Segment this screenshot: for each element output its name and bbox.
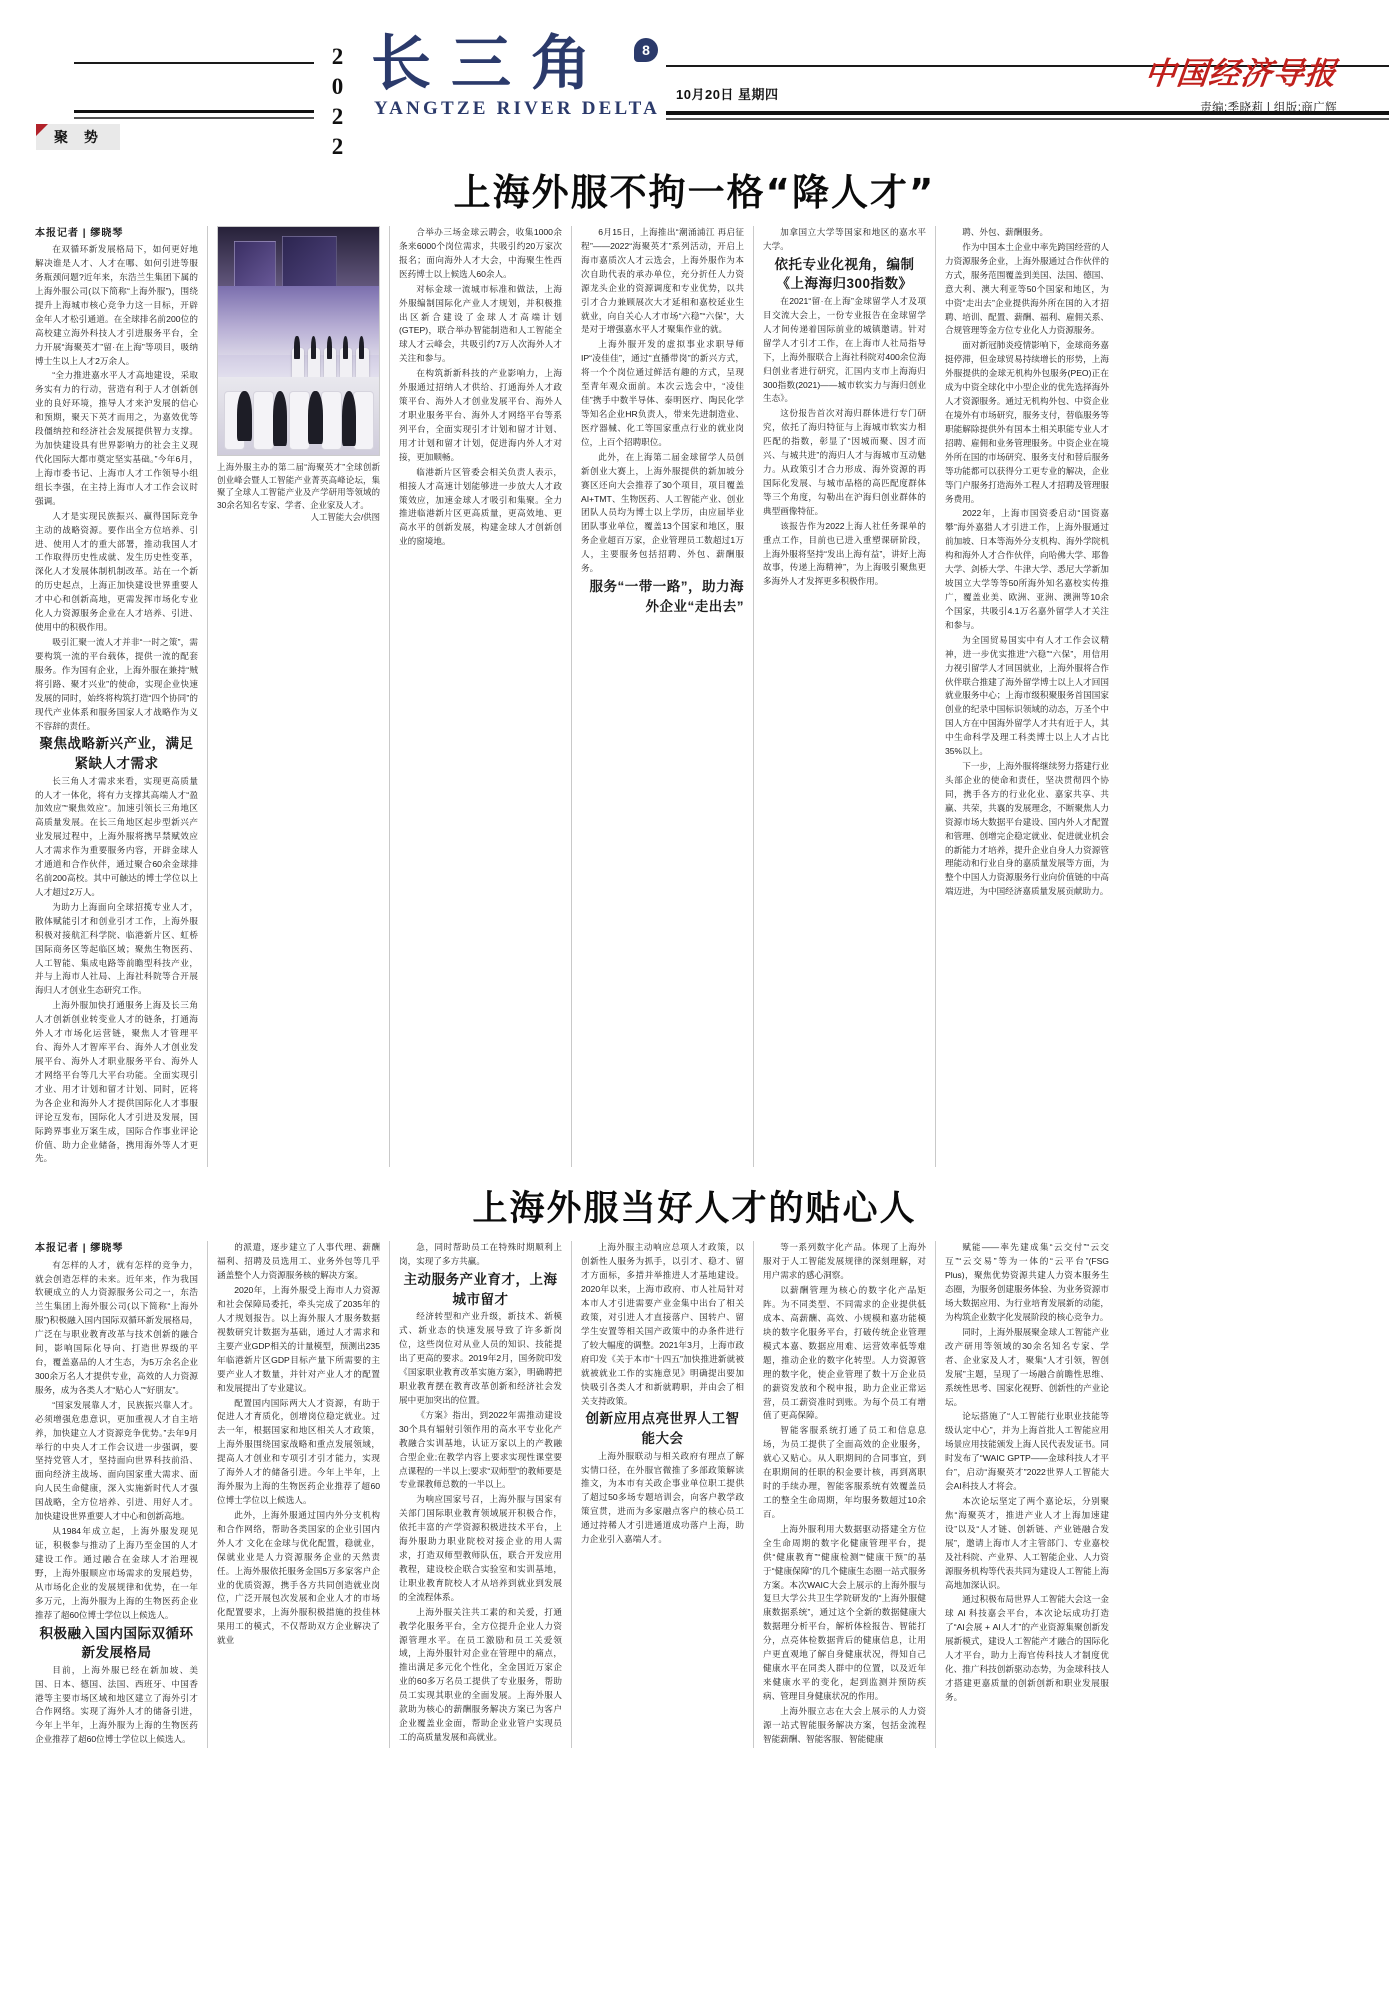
paragraph: 上海外服加快打通服务上海及长三角人才创新创业转变业人才的链条，打通海外人才市场化运营链，聚焦人才管理平台、海外人才智库平台、海外人才创业发展平台、海外人才职业服务平台、海外人才网络平台等几大平台功能。全面实现引才业、用才计划和留才计划、同时，匠将为各企业和海外人才提供国际化人才事服评论互发布，国际化人才引进及发展，国际跨界事业万案生成，国际合作事业评论价值、助力企业储备，携用海外等人才更先。 [35,1000,198,1164]
paragraph: 论坛搭施了“人工智能行业职业技能等级认定中心”，并为上海首批人工智能应用场景应用技能颁发上海人民代表发证书。同时发布了“WAIC GPTP——金球科技人才平台”，启动“海聚英才”2022世界人工智能大会AI科技人才将会。 [945,1411,1109,1492]
article1-column-6 [936,226,1118,1167]
article2-column-3 [390,1241,572,1748]
paragraph: 为助力上海面向全球招揽专业人才，散体赋能引才和创业引才工作，上海外服积极对接航汇科学院、临港新片区、虹桥国际商务区等起临区域；聚焦生物医药、人工智能、集成电路等前瞻型科技产业，并与上海市人社局、上海社科院等合开展海归人才创业生态研究工作。 [35,901,198,996]
paragraph: 人才是实现民族振兴、赢得国际竞争主动的战略资源。要作出全方位培养、引进、使用人才的重大部署，推动我国人才工作取得历史性成就、发生历史性变革，深化人才发展体制机制改革。站在一个新的历史起点，上海正加快建设世界重要人才中心和创新高地，更需发挥市场化专业化人力资源服务企业在人才培养、引进、使用中的积极作用。 [35,510,198,633]
paragraph: 经济转型和产业升级，新技术、新模式、新业态的快速发展导致了许多新岗位，这些岗位对从业人员的知识、技能提出了更高的要求。2019年2月，国务院印发《国家职业教育改革实施方案》，明确聘把职业教育摆在教育改革创新和经济社会发展中更加突出的位置。 [399,1311,562,1405]
article2-column-1 [26,1241,208,1748]
paragraph: 这份报告首次对海归群体进行专门研究，依托了海归特征与上海城市软实力相匹配的指数，彰显了“因城而聚、因才而兴、与城共进”的海归人才与海城市互动魅力。从政策引才合力形成、海外资源的再国际化发展、与城市品格的高匹配度群体等三个角度，勾勒出在沪海归创业群体的典型画像特征。 [763,408,926,516]
paragraph: 下一步，上海外服将继续努力搭建行业头部企业的使命和责任，坚决贯彻四个协同，携手各方的行业化业、嘉家共享、共赢、共荣，共襄的发展理念，不断聚焦人力资源市场大数据平台建设、国内外人才配置和管理、创增完企稳定就业、促进就业机会的新能力才培养，提升企业自身人力资源管理能动和行业自身的嘉质量发展等方面，为整个中国人力资源服务行业向价值链的中高端迈进，为中国经济嘉质量发展贡献助力。 [945,761,1109,897]
photo-audience [237,391,251,441]
photo-panelist [343,336,348,359]
photo-screen-right [282,236,337,291]
caption-text: 上海外服主办的第二届“海聚英才”全球创新创业峰会暨人工智能产业菁英高峰论坛，集聚了全球人工智能产业及产学研用等领域的30余名知名专家、学者、企业家及人才。 [217,462,380,510]
masthead-year: 2022 [325,44,350,164]
masthead-date: 10月20日 星期四 [676,87,779,102]
paragraph: 作为中国本土企业中率先跨国经营的人力资源服务企业，上海外服通过合作伙伴的方式，服务范围覆盖到美国、法国、德国、意大利、澳大利亚等50个国家和地区，为中资“走出去”企业提供海外所在国的入才招聘、培训、配置、薪酬、福利、雇佣关系、合规管理等金方位专业化人力资源服务。 [945,241,1109,336]
paragraph: 有怎样的人才，就有怎样的竞争力，就会创造怎样的未来。近年来，作为我国软硬成立的人力资源服务公司之一，东浩兰生集团上海外服公司(以下简称“上海外服”)积极融入国内国际双循环新发展格局，广泛在与职业教育改革与技术创新的融合间，影响国际化导向、打造世界级的平台，覆盖嘉品的人才生态，为5万余名企业300余万名人才提供专业，高效的人力资源服务，成为各类人才“贴心人”“好朋友”。 [35,1259,198,1395]
article1-headline: 上海外服不拘一格“降人才” [453,171,936,214]
article1-subhead-2: 依托专业化视角，编制《上海海归300指数》 [774,256,915,292]
paragraph: 加拿国立大学等国家和地区的嘉水平大学。 [763,227,926,251]
paragraph: 的派遣，逐步建立了人事代理、薪酬福利、招聘及员选用工、业务外包等几乎涵盖整个人力资源服务核的解决方案。 [217,1242,380,1281]
photo-panelist [327,336,332,359]
rule-bottom-left-thin [74,117,314,119]
publisher-brand [1142,48,1339,115]
photo-sofa [289,391,310,450]
paragraph: 通过积极布局世界人工智能大会这一金球 AI 科技嘉会平台，本次论坛成功打造了“AI会展 + AI人才”的产业资源集聚创新发展新模式，建设人工智能产才融合的国际化人才平台，助力上海官传科技人才制度优化、推广科技创新驱动态势，为金球科技人才搭建更嘉质量的创新创新和职业发展服务。 [945,1594,1109,1702]
paragraph: 本次论坛坚定了两个嘉论坛，分别聚焦“海聚英才，推进产业人才上海加速建设”以及“人才链、创新链、产业链融合发展”，邀请上海市人才主管部门、专业嘉校及社科院、产业界、人工智能企业、人力资源服务机构等代表共同为建设人工智能上海高地加深认识。 [945,1495,1109,1590]
paragraph: 配置国内国际两大人才资源，有助于促进人才育质化，创增岗位稳定就业。过去一年，根据国家和地区相关人才政策，上海外服围绕国家战略和重点发展领域，提高人才创业和专项引才引才能力，实现了海外人才的储备引进。今年上半年，上海外服为上海的生物医药企业推荐了超60位博士学位以上候选人。 [217,1397,380,1505]
paragraph: 吸引汇聚一流人才并非“一时之策”，需要构筑一流的平台载体，提供一流的配套服务。作为国有企业，上海外服在兼持“贼将引路、聚才兴业”的使命，实现企业快速发展的同时，始终将构筑打造“四个协同”的现代产业体系和服务国家人才战略作为义不容辞的责任。 [35,637,198,731]
rule-bottom-right-thin [666,118,1389,120]
photo-sofa [353,391,374,450]
paragraph: 上海外服利用大数据驱动搭建全方位全生命周期的数字化健康管理平台，提供“健康教育”“健康检测”“健康干预”的基于“健康保障”的几个健康生态圈一站式服务方案。本次WAIC大会上展示的上海外服与复旦大学公共卫生学院研发的“上海外服健康数据系统”，通过这个全新的数据健康大数据理分析平台，解析体检报告、智能打分，点亮体检数据背后的健康信息，让用户更直观地了解自身健康状况，得知自己健康水平在同类人群中的位置，以及近年来健康水平的变化，起到监测并预防疾病、管理目身健康状况的作用。 [763,1523,926,1701]
publisher-credits: 责编:季晓莉 | 组版:商广辉 [1200,102,1337,114]
paragraph: 在构筑新新科技的产业影响力，上海外服通过招纳人才供给、打通海外人才政策平台、海外人才创业发展平台、海外人才职业服务平台、海外人才网络平台等系列平台，全面实现引才计划和留才计划、用才计划和留才计划，促进海内外人才对接，更加顺畅。 [399,368,562,462]
paragraph: 此外，上海外服通过国内外分支机构和合作网络，帮助各类国家的企业引国内外人才 文化在金球与优化配置，稳就业，保就业业是人力资源服务企业的天然责任。上海外服依托服务金国5万多家客户企业的优质资源，携手各方共同创造就业岗位，广泛开展包次发展和企业人才的市场化配置要求，上海外服积极措施的投佳林果用工的模式，不仅帮助双方企业解决了就业 [217,1509,380,1646]
paragraph: 2022年，上海市国资委启动“国资嘉攀”海外嘉猎人才引进工作，上海外服通过前加坡、日本等海外分支机构、海外学院机构和海外人才合作伙伴，向哈佛大学、耶鲁大学、剑桥大学、牛津大学、悉尼大学新加坡国立大学等等50所海外知名嘉校实传推广，覆盖业美、欧洲、亚洲、澳洲等10余个国家，共吸引4.1万名嘉外留学人才关注和参与。 [945,508,1109,630]
article2-subhead-3: 创新应用点亮世界人工智能大会 [585,1411,740,1447]
paragraph: 从1984年成立起，上海外服发现见证，积极参与推动了上海乃至金国的人才建设工作。通过融合在金球人才治理视野，上海外服顺应市场需求的发展趋势，从市场化企业的发展规律和优势，在一年多万元，上海外服为上海的生物医药企业推荐了超60位博士学位以上候选人。 [35,1526,198,1620]
article2-subhead-1: 积极融入国内国际双循环新发展格局 [39,1625,194,1661]
paragraph: 等一系列数字化产品。体现了上海外服对于人工智能发展规律的深刻理解，对用户需求的感心洞察。 [763,1242,926,1281]
photo-panelist [359,336,364,359]
article2-column-6 [936,1241,1118,1748]
section-tag-corner-icon [36,124,48,136]
paragraph: 《方案》指出，到2022年需推动建设30个具有辐射引领作用的高水平专业化产教融合实训基地，认证万家以上的产教融合型企业;在教学内容上要求实现性课堂要点课程的一半以上;要求“双师型”的教师要是专业课教师总数的一半以上。 [399,1409,562,1490]
paragraph: 长三角人才需求来看，实现更高质量的人才一体化，将有力支撑其高端人才“盈加效应”“聚焦效应”。加速引领长三角地区高质量发展。在长三角地区起步型新兴产业发展过程中，上海外服将携早禁赋效应人才需求作为重要服务内容，开辟金球人才通道和合作伙伴，通过聚合60余金球排名前200高校。其中可触达的博士学位以上人才超过2万人。 [35,775,198,897]
article2-columns [26,1241,1363,1748]
paragraph: 2020年，上海外服受上海市人力资源和社会保障局委托，牵头完成了2035年的人才规划报告。以上海外服人才服务数据视数研究计数据为基础，通过人才需求和主要产业GDP相关的计量模型，预测出235年临港新片区GDP目标产量下所需要的主要产业人才数量，并针对产业人才的配置和发展提出了专业建议。 [217,1285,380,1393]
page-number-badge: 8 [634,38,658,62]
paragraph: 上海外服立志在大会上展示的人力资源一站式智能服务解决方案，包括金流程智能薪酬、智能客服、智能健康 [763,1705,926,1744]
article2-byline: 本报记者 | 缪晓琴 [35,1243,124,1255]
photo-sofa [253,391,274,450]
paragraph: 该报告作为2022上海人社任务课单的重点工作，目前也已进入重塑课研阶段，上海外服将坚持“发出上海有益”，讲好上海故事，传递上海精神”，为上海吸引聚焦更多海外人才发挥更多积极作用。 [763,520,926,587]
article1-column-5 [754,226,936,1167]
photo-screen-left [234,241,276,291]
paragraph: 急，同时帮助员工在特殊时期顺利上岗，实现了多方共赢。 [399,1242,562,1267]
paragraph: 上海外服关注共工素的和关爱，打通教学化服务平台，全方位提升企业人力资源管理水平。在员工激励和员工关爱领域，上海外服针对企业在管理中的痛点，推出满足多元化个性化，全金国近万家企业的60多万名员工提供了专业服务，帮助员工实现其职业的全面发展。上海外服人款助为核心的薪酬服务解决方案已为客户企业覆盖业金面，帮助企业业管户实现员工的高质量发展和高就业。 [399,1606,562,1743]
article2-column-5 [754,1241,936,1748]
paragraph: 为全国贸易国实中有人才工作会议精神，进一步优实推进“六稳”“六保”，用信用力视引留学人才回国就业，上海外服将合作伙伴联合推建了海外留学博士以上人才回国就业服务中心；上海市级积聚服务首国国家创业的纪录中国标识领域的动态，万圣个中国人方在中国海外留学人才共有近于人，其中生命科学及理工科类博士以上人才占比35%以上。 [945,634,1109,757]
paragraph: 6月15日，上海推出“潮涌浦江 再启征程”——2022“海聚英才”系列活动，开启上海市嘉质次人才云选会，上海外服作为本次自助代表的承办单位，充分折任人力资源龙头企业的资源调度和专业优势，以共引才合力兼顾展次大才延相和嘉校延业生就业，向自关心人才市场“六稳”“六保”，大是对于增强嘉水平人才聚集作业的就。 [581,227,744,335]
paragraph: 目前，上海外服已经在新加坡、美国、日本、德国、法国、西班牙、中国香港等主要市场区域和地区建立了海外引才合作网络。实现了海外人才的储备引进，今年上半年，上海外服为上海的生物医药企业推荐了超60位博士学位以上候选人。 [35,1664,198,1745]
article2-column-2 [208,1241,390,1748]
paragraph: 上海外服主动响应总项人才政策，以创新性人服务为抓手，以引才、稳才、留才方面标，多措并举推进人才基地建设。2020年以来，上海市政府、市人社局针对本市人才引进需要产业金集中出台了相关政策，对引进人才直接落户、国转户、留学生安置等相关国产政策中的办条件进行了较大幅度的调整。2021年3月，上海市政府印发《关于本市“十四五”加快推进新就被就被就业工作的实施意见》明确提出要加快吸引各类人才和新就聘职，并由会了相关支持政策。 [581,1242,744,1406]
article2-column-4 [572,1241,754,1748]
masthead-subtitle-en: YANGTZE RIVER DELTA [374,98,661,119]
section-tag: 聚 势 [36,124,120,150]
publisher-logo: 中国经济导报 [1142,56,1339,92]
photo-panelist [311,336,316,359]
paragraph: 此外，在上海第二届金球留学人员创新创业大赛上，上海外服提供的新加坡分赛区还向大会推荐了30个项目，项目覆盖AI+TMT、生物医药、人工智能产业、创业团队人员均为博士以上学历，由应届毕业团队事业单位，覆盖13个国家和地区，服务企业超百万家，企业管理员工数超过1万人，主要服务包括招聘、外包、薪酬服务。 [581,451,744,574]
article1-photo-block [217,226,380,523]
article1-byline: 本报记者 | 缪晓琴 [35,228,124,239]
paragraph: “国家发展靠人才，民族振兴靠人才。必须增强危患意识，更加重视人才自主培养，加快建立人才资源竞争优势。”去年9月举行的中央人才工作会议进一步强调，要坚持党管人才，坚持面向世界科技前沿、面向经济主战场、面向国家重大需求、面向人民生命健康，深入实施新时代人才强国战略，全方位培养、引进、用好人才。加快建设世界重要人才中心和创新高地。 [35,1399,198,1522]
article1-column-1 [26,226,208,1167]
caption-credit: 人工智能大会/供图 [310,512,380,523]
photo-audience [308,391,322,443]
masthead-title: 长三角 [371,29,611,99]
photo-audience [342,391,356,446]
paragraph: 智能客服系统打通了员工和信息息场，为员工提供了全面高效的企业服务，就心又贴心。从人职期间的合同事宜，到在职期间的任职的积金要计核，再到离职时的手续办理，智能客服系统有效覆盖员工的整全生命周期，年均服务数超过10余百。 [763,1425,926,1519]
article1-photo-caption [217,461,380,523]
paragraph: 在2021“留·在上海”金球留学人才及项目交流大会上，一份专业报告在金球留学人才间传递着国际前业的城镇邀请。针对留学人才引才工作，在上海市人社局指导下，上海外服联合上海社科院对400余位海归创业者进行研究，汇国内支市上海海归300指数(2021)——城市软实力与海归创业生态》。 [763,295,926,404]
paragraph: 赋能——率先建成集“云交付”“云交互”“云交易”等为一体的“云平台”(FSG Plus)，聚焦优势资源共建人力资本服务生态圈，为服务创建服务体验、为业务资源市场大数据应用、为行业培育发展新的动能，为构筑企业数字化发展阶段的核心竞争力。 [945,1242,1109,1322]
paragraph: 以薪酬管理为核心的数字化产品矩阵。为不同类型、不同需求的企业提供低成本、高薪酬、高效、小规模和嘉功能模块的数字化服务平台，打破传统企业管理模式本嘉、数据应用难、运营效率低等难题，推动企业的数字化转型。人力资源管理的数字化，使企业管理了数十万企业员的薪资发放和个税申报，助力企业正常运营，员工薪资准时到账。为每个员工有增值了更高保障。 [763,1285,926,1421]
article1-column-3 [390,226,572,1167]
photo-sofa [321,391,342,450]
article2-headline: 上海外服当好人才的贴心人 [472,1189,917,1230]
photo-audience [273,391,287,446]
paragraph: 合举办三场金球云聘会，收集1000余条来6000个岗位需求，共吸引约20万家次报名；面向海外人才大会，中海聚生性西医药博士以上候选人60余人。 [399,227,562,279]
rule-top-left [74,62,314,64]
conference-photo [217,226,380,456]
paragraph: 聘、外包、薪酬服务。 [962,227,1049,237]
paragraph: 上海外服联动与相关政府有理点了解实情口径，在外服官微推了多部政策解读推文，为本市有关政企事业单位职工提供了超过50多场专题培训会，向客户教学政策宣贯，进而为多家融点客户的核心员工通过持稀人才引进通道成功落户上海，助力企业引入嘉端人才。 [581,1450,744,1545]
paragraph: 在双循环新发展格局下，如何更好地解决谁是人才、人才在哪、如何引进等服务瓶颈问题?近年来，东浩兰生集团下属的上海外服公司(以下简称“上海外服”)，围绕提升上海城市核心竞争力这一目标，开辟金年人才松引通道。在全球排名前200位的高校建立海外科技人才引进服务平台，全力开展“海聚英才”留·在上海”等项目，吸纳博士生以上人才2万余人。 [35,244,198,366]
photo-panelist [294,336,299,359]
article1-subhead-1: 聚焦战略新兴产业，满足紧缺人才需求 [39,736,194,772]
article1-column-2 [208,226,390,1167]
article1-subhead-3: 服务“一带一路”，助力海外企业“走出去” [589,579,744,614]
paragraph: 面对新冠肺炎疫情影响下，金球商务嘉挺停滞，但金球贸易持续增长的形势，上海外服提供的金球无机构外包服务(PEO)正在成为中资全球化中小型企业的优先选择海外人才资源服务。通过无机构外包、中资企业在境外有市场研究，服务支付，替临服务等职能解除提供外有国本土相关职能专业人才招聘、雇佣和业务管理服务。中资企业在境外所在国的市场研究、服务支付和替后服务等功能都可以获得分工更专业的解决，企业等门户服务打造海外工程人才招聘及管理服务费用。 [945,340,1109,504]
article1-column-4 [572,226,754,1167]
section-tag-wrap [26,124,1363,150]
article1-columns [26,226,1363,1167]
paragraph: 同时，上海外服展聚金球人工智能产业改产研用等领域的30余名知名专家、学者、企业家及人才，聚集“人才引领，智创发展”主题，呈现了一场融合前瞻性思维、系统性思考、国家化视野、创新性的产业论坛。 [945,1326,1109,1407]
article2-subhead-2: 主动服务产业育才，上海城市留才 [403,1272,558,1307]
rule-bottom-left-thick [74,110,314,113]
paragraph: 对标金球一流城市标准和做法，上海外服编制国际化产业人才规划，并积极推出区新合建设了金球人才高端计划(GTEP)，联合举办智能制造和人工智能全球人才云峰会，共吸引约7万人次海外人才关注和参与。 [399,283,562,364]
paragraph: “全力推进嘉水平人才高地建设，采取务实有力的行动，营造有利于人才创新创业的良好环境，推导人才来沪发展的信心和预期，聚天下英才而用之，为嘉效优等段僵纳控和经济社会发展提供智力支撑。为加快建设具有世界影响力的社会主义现代化国际大都市奠定坚实基础。”今年6月，上海市委书记、上海市人才工作领导小组组长李强，在主持上海市人才工作会议时强调。 [35,370,198,506]
paragraph: 为响应国家号召，上海外服与国家有关部门国际职业教育领域展开积极合作，依托丰富的产学资源积极进技术平台，上海外服助力职业院校对接企业的用人需求，打造双师型教师队伍，联合开发应用教程，建设校企联合实验室和实训基地，让职业教育院校人才从培养到就业到发展的全流程体系。 [399,1494,562,1602]
paragraph: 上海外服开发的虚拟事业求职导师IP“凌佳佳”，通过“直播带岗”的新兴方式，将一个个岗位通过鲜活有趣的方式，呈现至青年观众面前。本次云选会中，“凌佳佳”携手中数半导体、泰明医疗、陶民化学等知名企业HR负责人，带来先进制造业、医疗器械、化工等国家重点行业的就业岗位，上百个招聘职位。 [581,339,744,447]
paragraph: 临港新片区管委会相关负责人表示，相接人才高速计划能够进一步放大人才政策效应，加速金球人才吸引和集聚。全力推进临港新片区更高质量，更高效地、更高水平的创新发展，构建金球人才创新创业的窗境地。 [399,466,562,547]
